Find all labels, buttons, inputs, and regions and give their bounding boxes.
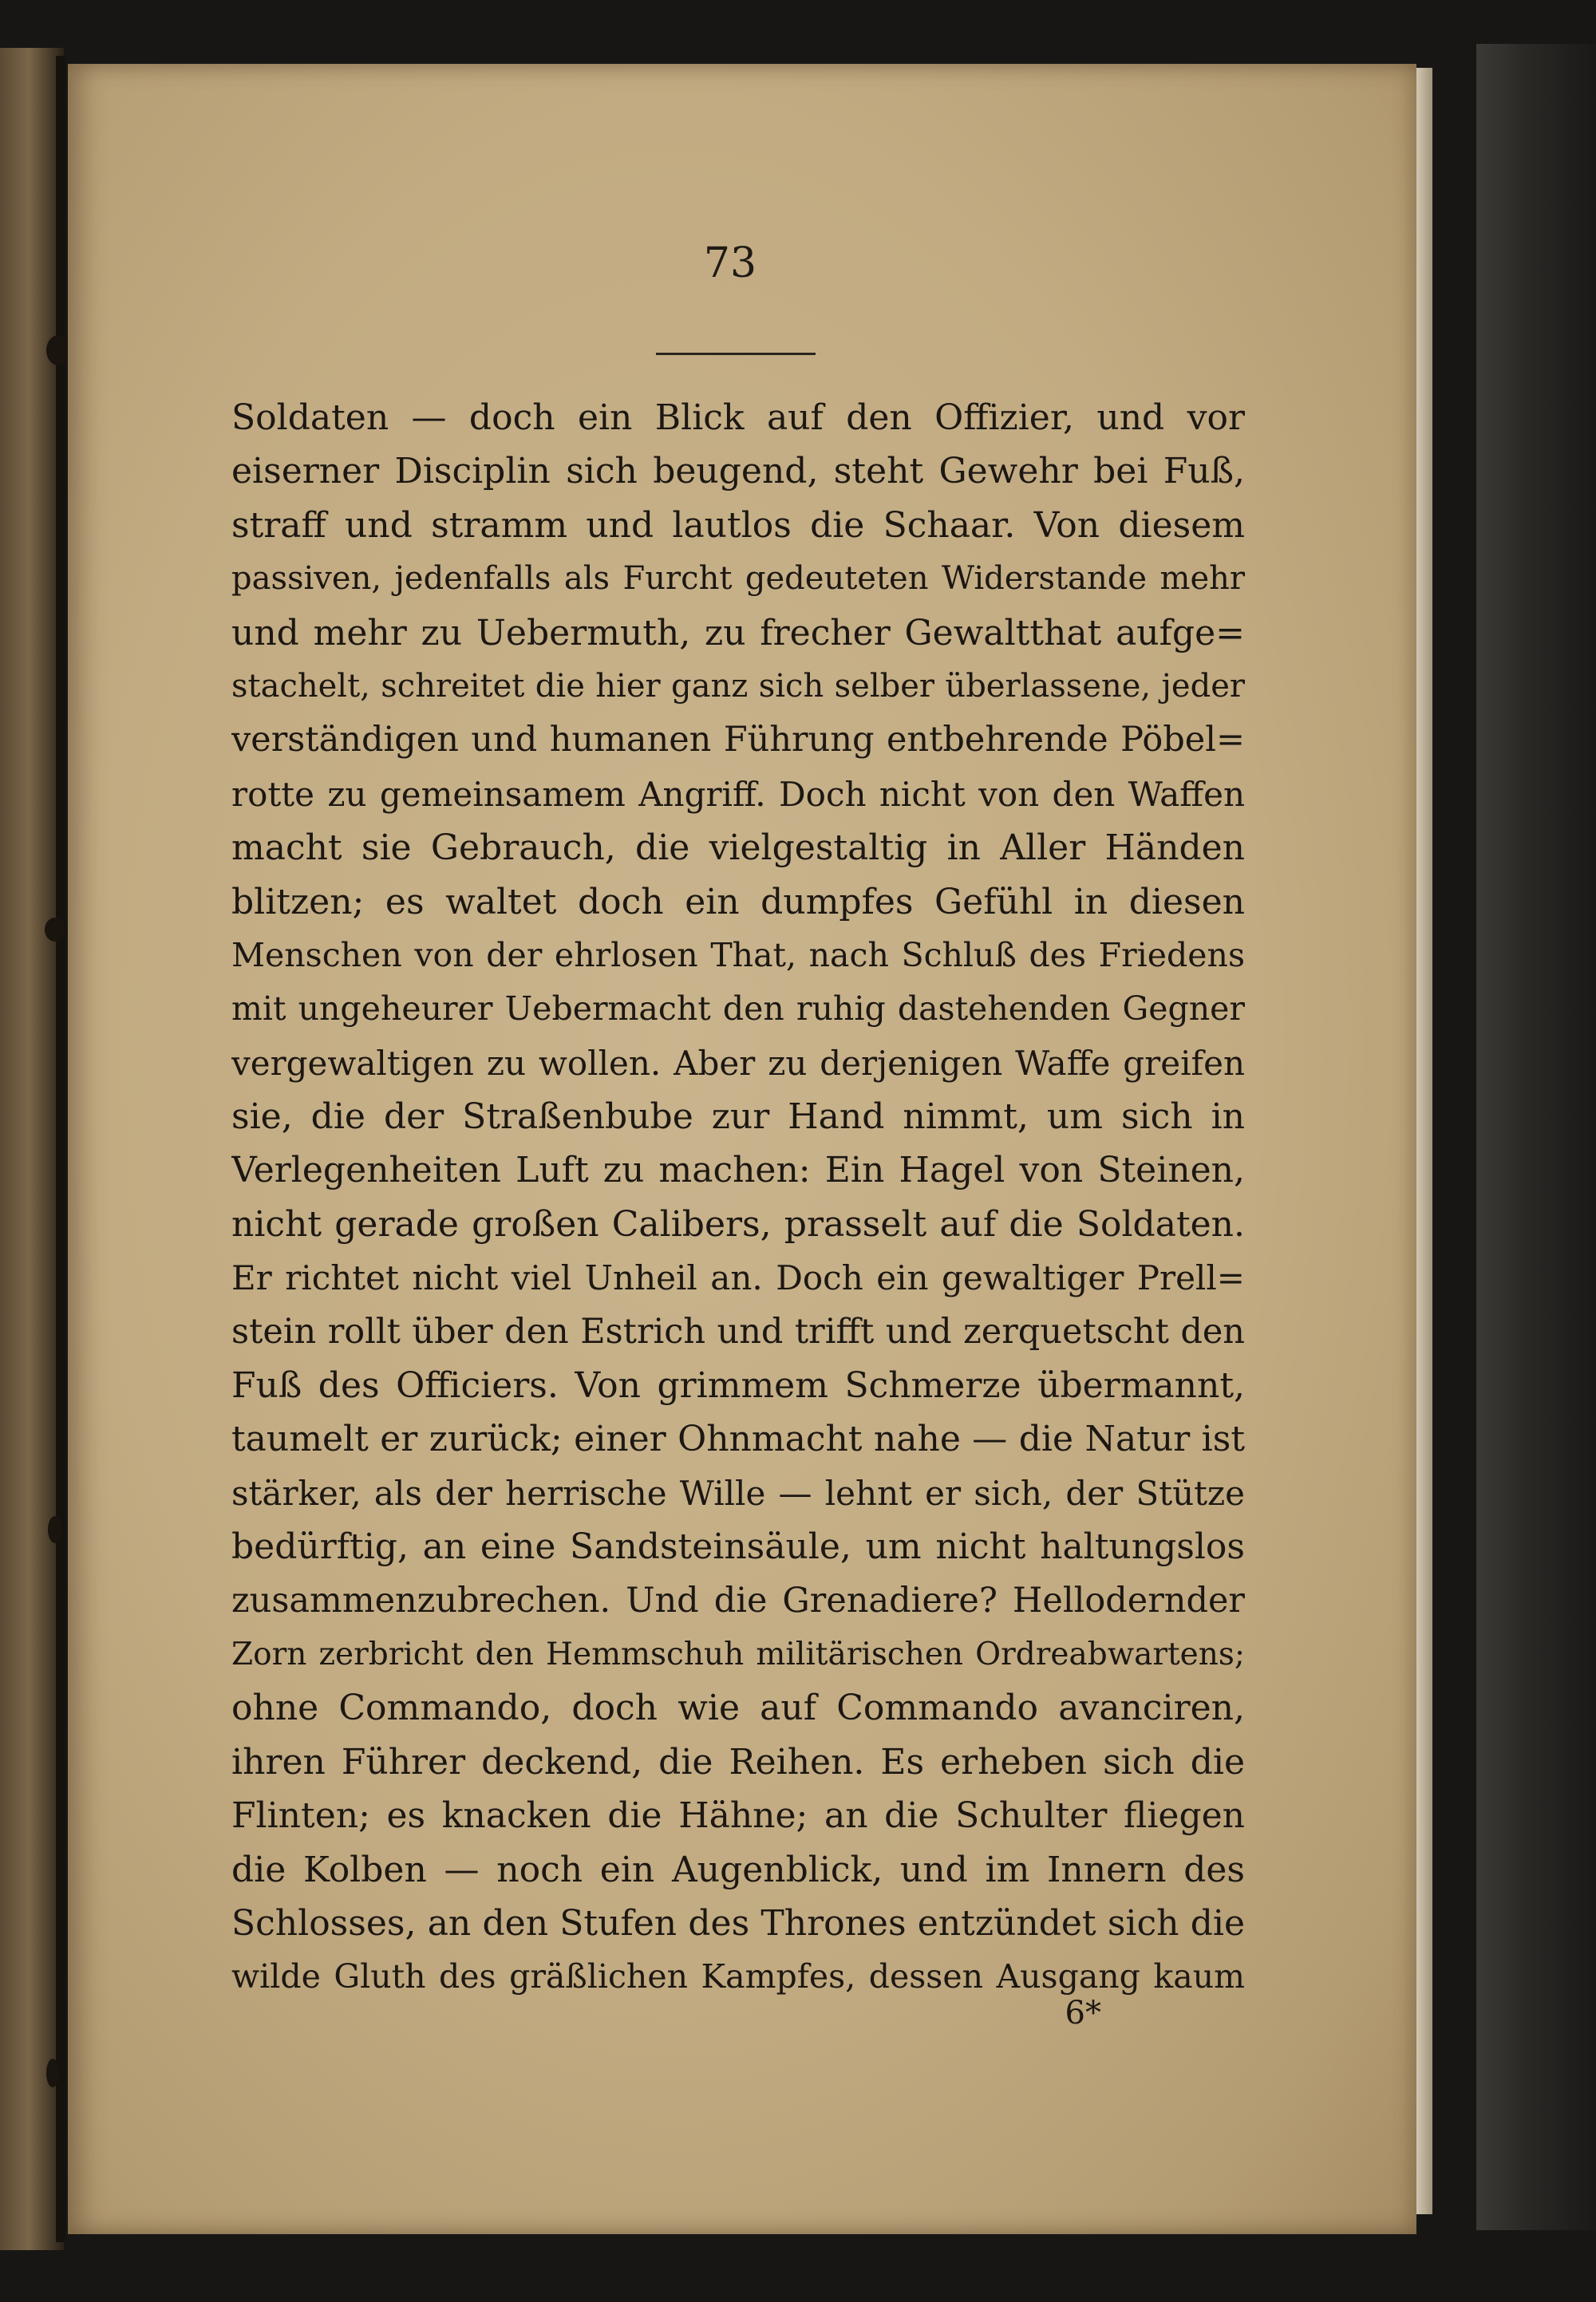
text-line: ihren Führer deckend, die Reihen. Es erheben sich die [231, 1741, 1245, 1783]
page-number: 73 [703, 239, 757, 287]
text-line: bedürftig, an eine Sandsteinsäule, um nicht haltungslos [231, 1526, 1245, 1568]
text-line: stachelt, schreitet die hier ganz sich selber überlassene, jeder [231, 667, 1245, 705]
text-line: Fuß des Officiers. Von grimmem Schmerze übermannt, [231, 1365, 1245, 1407]
previous-page-edge [0, 48, 64, 2250]
binding-thread-mark [45, 918, 65, 942]
binding-thread-mark [48, 1516, 62, 1543]
text-line: rotte zu gemeinsamem Angriff. Doch nicht von den Waffen [231, 774, 1245, 814]
signature-mark: 6* [1065, 1995, 1101, 2032]
text-line: Flinten; es knacken die Hähne; an die Schulter fliegen [231, 1795, 1245, 1837]
binding-thread-mark [46, 2059, 59, 2087]
text-line: zusammenzubrechen. Und die Grenadiere? Hellodernder [231, 1580, 1245, 1621]
text-line: Schlosses, an den Stufen des Thrones entzündet sich die [231, 1902, 1245, 1944]
text-line: wilde Gluth des gräßlichen Kampfes, dessen Ausgang kaum [231, 1957, 1245, 1996]
text-line: und mehr zu Uebermuth, zu frecher Gewaltthat aufge= [231, 612, 1245, 653]
text-line: Verlegenheiten Luft zu machen: Ein Hagel von Steinen, [231, 1150, 1245, 1191]
text-line: Er richtet nicht viel Unheil an. Doch ein gewaltiger Prell= [231, 1258, 1245, 1298]
book-cover-edge [1476, 44, 1596, 2230]
body-text [231, 391, 1245, 2004]
text-line: Zorn zerbricht den Hemmschuh militärischen Ordreabwartens; [231, 1636, 1245, 1672]
binding-thread-mark [46, 335, 70, 365]
text-line: die Kolben — noch ein Augenblick, und im Innern des [231, 1849, 1245, 1890]
text-line: eiserner Disciplin sich beugend, steht Gewehr bei Fuß, [231, 451, 1245, 492]
text-line: ohne Commando, doch wie auf Commando avanciren, [231, 1688, 1245, 1729]
text-line: straff und stramm und lautlos die Schaar. Von diesem [231, 504, 1245, 546]
text-line: Menschen von der ehrlosen That, nach Schluß des Friedens [231, 935, 1245, 974]
text-line: macht sie Gebrauch, die vielgestaltig in Aller Händen [231, 827, 1245, 869]
text-line: vergewaltigen zu wollen. Aber zu derjenigen Waffe greifen [231, 1043, 1245, 1083]
text-line: passiven, jedenfalls als Furcht gedeuteten Widerstande mehr [231, 560, 1245, 598]
text-line: stärker, als der herrische Wille — lehnt er sich, der Stütze [231, 1473, 1245, 1513]
text-line: Soldaten — doch ein Blick auf den Offizier, und vor [231, 397, 1245, 438]
text-line: taumelt er zurück; einer Ohnmacht nahe — die Natur ist [231, 1419, 1245, 1460]
text-line: blitzen; es waltet doch ein dumpfes Gefühl in diesen [231, 881, 1245, 922]
text-line: stein rollt über den Estrich und trifft und zerquetscht den [231, 1311, 1245, 1352]
header-rule [656, 353, 816, 355]
text-line: mit ungeheurer Uebermacht den ruhig dastehenden Gegner [231, 989, 1245, 1029]
text-line: sie, die der Straßenbube zur Hand nimmt, um sich in [231, 1096, 1245, 1138]
text-line: nicht gerade großen Calibers, prasselt auf die Soldaten. [231, 1203, 1245, 1245]
text-line: verständigen und humanen Führung entbehrende Pöbel= [231, 720, 1245, 760]
book-gutter [56, 56, 65, 2242]
